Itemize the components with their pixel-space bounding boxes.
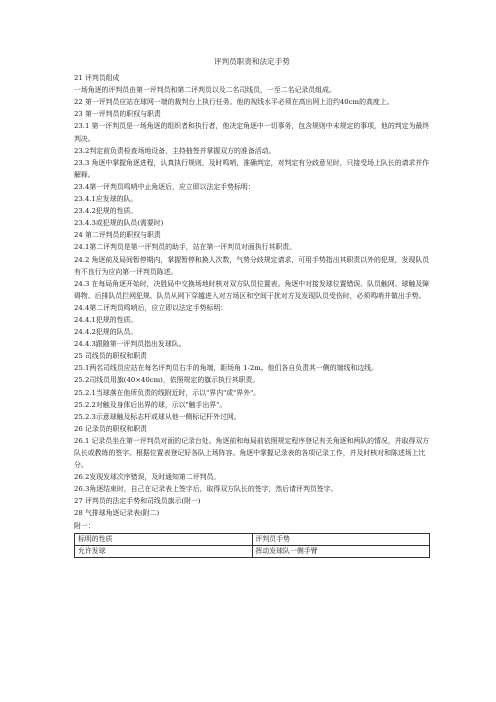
paragraph: 25.2.1当球落在他所负责的线附近时，示以"界内"或"界外"。 bbox=[74, 388, 261, 397]
paragraph: 21 评判员组成 bbox=[74, 74, 120, 83]
gesture-table bbox=[74, 533, 430, 558]
paragraph: 24.4第二评判员鸣哨后，应立即以法定手势标明： bbox=[74, 303, 228, 312]
paragraph: 22 第一评判员应站在球网一端的裁判台上执行任务。他的视线水平必须在高出网上沿约40cm的高度上。 bbox=[74, 98, 394, 107]
table-cell: 允许发球 bbox=[75, 545, 253, 557]
document-page bbox=[74, 56, 430, 558]
paragraph: 25.1两名司线员应站在每名评判员右手的角端，距场角 1-2m。他们各自负责其一侧的端线和边线。 bbox=[74, 364, 378, 373]
paragraph: 24.4.2犯规的队员。 bbox=[74, 328, 138, 337]
table-cell: 挥动发球队一侧手臂 bbox=[252, 545, 430, 557]
paragraph: 23.4.3或犯规的队员(需要时) bbox=[74, 219, 164, 228]
paragraph: 24.3 在每局角逐开始时，决胜局中交换场地时核对双方队员位置表。角逐中对接发球位置错误、队员触网、球触及障碍物、后排队员拦网犯规、队员从网下穿越进入对方场区和空间干扰对方及发现队员受伤时，必须鸣哨并做出手势。 bbox=[74, 279, 430, 300]
paragraph: 23.4.2犯规的性质。 bbox=[74, 207, 138, 216]
paragraph: 23.2判定前负责检查场地设备，主持抽签并掌握双方的准备活动。 bbox=[74, 146, 276, 155]
paragraph: 28 气排球角逐记录表(附二) bbox=[74, 509, 160, 518]
paragraph: 24.4.1犯规的性质。 bbox=[74, 315, 138, 324]
paragraph: 23.4.1应发球的队。 bbox=[74, 195, 138, 204]
paragraph: 26.1 记录员坐在第一评判员对面的记录台处。角逐前和每局前依照规定程序登记有关角逐和两队的情况，并取得双方队长或教练的签字。根据位置表登记好各队上场阵容。角逐中掌握记录表的各项记录工作，并及时核对和陈述场上比分。 bbox=[74, 436, 430, 470]
paragraph: 25.2.3示意球触及标志杆或球从他一侧标记杆外过网。 bbox=[74, 412, 241, 421]
document-body bbox=[74, 72, 430, 532]
paragraph: 27 评判员的法定手势和司线员旗示(附一) bbox=[74, 497, 201, 506]
paragraph: 26 记录员的职权和职责 bbox=[74, 424, 147, 433]
paragraph: 25.2.2对触及身体后出界的球，示以"触手出界"。 bbox=[74, 400, 227, 409]
table-row bbox=[75, 545, 430, 557]
paragraph: 23.4第一评判员鸣哨中止角逐后，应立即以法定手势标明： bbox=[74, 182, 255, 191]
document-title: 评判员职责和法定手势 bbox=[214, 57, 290, 66]
paragraph: 25.2司线员用旗(40×40cm)，依照规定的旗示执行其职责。 bbox=[74, 376, 260, 385]
table-cell: 标明的性质 bbox=[75, 533, 253, 545]
paragraph: 24.1第二评判员是第一评判员的助手，站在第一评判员对面执行其职责。 bbox=[74, 243, 297, 252]
table-row bbox=[75, 533, 430, 545]
paragraph: 26.3角逐结束时，自己在记录表上签字后，取得双方队长的签字，然后请评判员签字。 bbox=[74, 485, 338, 494]
paragraph: 23 第一评判员的职权与职责 bbox=[74, 110, 161, 119]
paragraph: 23.1 第一评判员是一场角逐的组织者和执行者，他决定角逐中一切事务，包含规则中未规定的事项，他的判定为最终判决。 bbox=[74, 122, 430, 143]
paragraph: 23.3 角逐中掌握角逐进程，认真执行规则，及时鸣哨，准确判定，对判定有分歧意见时，只接受场上队长的请求并作解释。 bbox=[74, 158, 430, 179]
paragraph: 24.2 角逐前及局间暂停期内，掌握暂停和换人次数，气势分歧规定请求，可用手势指出其职责以外的犯规，发现队员有不良行为应向第一评判员陈述。 bbox=[74, 255, 430, 276]
paragraph: 附一： bbox=[74, 521, 95, 530]
paragraph: 25 司线员的职权和职责 bbox=[74, 352, 147, 361]
paragraph: 24.4.3跟随第一评判员指出发球队。 bbox=[74, 340, 186, 349]
paragraph: 24 第二评判员的职权与职责 bbox=[74, 231, 161, 240]
table-cell: 评判员手势 bbox=[252, 533, 430, 545]
paragraph: 26.2发现发球次序错误，及时通知第二评判员。 bbox=[74, 473, 221, 482]
paragraph: 一场角逐的评判员由第一评判员和第二评判员以及二名司线员，一至二名记录员组成。 bbox=[74, 86, 336, 95]
